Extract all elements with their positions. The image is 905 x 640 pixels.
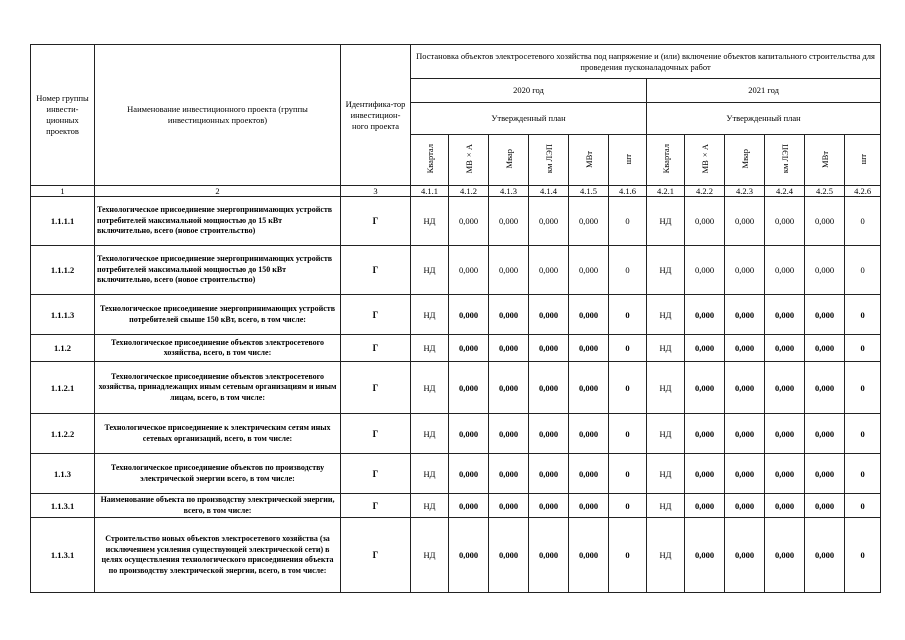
row-value: 0,000 <box>449 295 489 335</box>
row-value: 0,000 <box>569 335 609 362</box>
row-value: НД <box>411 335 449 362</box>
row-value: НД <box>411 246 449 295</box>
row-value: 0 <box>609 414 647 454</box>
header-plan-2020: Утвержденный план <box>411 103 647 135</box>
header-unit <box>411 135 449 186</box>
row-value: 0,000 <box>805 362 845 414</box>
row-value: НД <box>411 414 449 454</box>
column-number: 4.1.3 <box>489 186 529 197</box>
row-value: 0,000 <box>449 454 489 494</box>
row-value: 0,000 <box>685 518 725 593</box>
row-code: 1.1.2.2 <box>31 414 95 454</box>
row-value: 0,000 <box>685 295 725 335</box>
table-row <box>31 494 881 518</box>
row-value: НД <box>411 494 449 518</box>
row-value: 0,000 <box>685 197 725 246</box>
row-value: 0,000 <box>489 246 529 295</box>
row-identifier: Г <box>341 295 411 335</box>
row-name: Строительство новых объектов электросетевого хозяйства (за исключением усиления существующей электрической сети) в целях осуществления технологического присоединения объекта по производству электрической энергии, всего, в том числе: <box>95 518 341 593</box>
row-name: Технологическое присоединение объектов по производству электрической энергии всего, в том числе: <box>95 454 341 494</box>
row-value: НД <box>647 518 685 593</box>
row-value: 0,000 <box>449 246 489 295</box>
table-row <box>31 362 881 414</box>
row-value: 0 <box>845 335 881 362</box>
row-value: НД <box>647 335 685 362</box>
row-value: 0 <box>609 335 647 362</box>
row-identifier: Г <box>341 362 411 414</box>
table-row <box>31 454 881 494</box>
column-number: 2 <box>95 186 341 197</box>
row-value: 0,000 <box>805 518 845 593</box>
column-number: 4.1.4 <box>529 186 569 197</box>
row-name: Технологическое присоединение энергопринимающих устройств потребителей максимальной мощностью до 15 кВт включительно, всего (новое строительство) <box>95 197 341 246</box>
header-year-2020: 2020 год <box>411 79 647 103</box>
table-row <box>31 246 881 295</box>
row-value: 0,000 <box>529 362 569 414</box>
column-number: 4.2.3 <box>725 186 765 197</box>
unit-label: МВ×А <box>699 144 710 174</box>
header-unit <box>805 135 845 186</box>
row-value: 0,000 <box>765 494 805 518</box>
header-unit <box>725 135 765 186</box>
row-value: НД <box>411 518 449 593</box>
row-value: 0,000 <box>685 494 725 518</box>
row-value: 0,000 <box>569 454 609 494</box>
column-number: 4.1.6 <box>609 186 647 197</box>
header-unit <box>685 135 725 186</box>
row-identifier: Г <box>341 518 411 593</box>
row-value: 0,000 <box>685 335 725 362</box>
row-value: 0 <box>609 197 647 246</box>
row-value: 0 <box>845 454 881 494</box>
row-value: 0 <box>609 362 647 414</box>
header-unit <box>609 135 647 186</box>
row-value: 0,000 <box>569 414 609 454</box>
row-value: 0,000 <box>489 197 529 246</box>
row-value: 0,000 <box>805 494 845 518</box>
row-value: 0,000 <box>449 362 489 414</box>
row-code: 1.1.3.1 <box>31 518 95 593</box>
row-value: 0,000 <box>489 454 529 494</box>
header-unit <box>489 135 529 186</box>
row-value: 0,000 <box>725 197 765 246</box>
row-value: 0,000 <box>489 295 529 335</box>
row-name: Технологическое присоединение объектов электросетевого хозяйства, принадлежащих иным сетевым организациям и иным лицам, всего, в том числе: <box>95 362 341 414</box>
header-project-id: Идентифика-тор инвестицион-ного проекта <box>341 45 411 186</box>
row-name: Технологическое присоединение объектов электросетевого хозяйства, всего, в том числе: <box>95 335 341 362</box>
column-number: 4.1.2 <box>449 186 489 197</box>
row-value: 0,000 <box>725 246 765 295</box>
row-name: Наименование объекта по производству электрической энергии, всего, в том числе: <box>95 494 341 518</box>
row-value: 0,000 <box>449 518 489 593</box>
unit-label: км ЛЭП <box>543 144 554 174</box>
row-value: НД <box>647 246 685 295</box>
row-value: 0,000 <box>529 414 569 454</box>
row-value: 0,000 <box>765 335 805 362</box>
unit-label: км ЛЭП <box>779 144 790 174</box>
row-value: 0,000 <box>529 197 569 246</box>
row-value: НД <box>647 197 685 246</box>
header-commissioning: Постановка объектов электросетевого хозяйства под напряжение и (или) включение объектов капитального строительства для проведения пусконаладочных работ <box>411 45 881 79</box>
row-value: 0,000 <box>685 246 725 295</box>
header-plan-2021: Утвержденный план <box>647 103 881 135</box>
row-value: 0,000 <box>569 362 609 414</box>
table-row <box>31 197 881 246</box>
column-number: 4.1.5 <box>569 186 609 197</box>
row-value: 0,000 <box>449 335 489 362</box>
row-name: Технологическое присоединение к электрическим сетям иных сетевых организаций, всего, в том числе: <box>95 414 341 454</box>
header-unit <box>529 135 569 186</box>
row-identifier: Г <box>341 454 411 494</box>
row-value: 0,000 <box>489 362 529 414</box>
row-value: 0,000 <box>529 295 569 335</box>
row-value: 0,000 <box>805 335 845 362</box>
row-identifier: Г <box>341 197 411 246</box>
row-value: НД <box>647 414 685 454</box>
unit-label: Мвар <box>503 149 514 169</box>
row-value: 0 <box>845 295 881 335</box>
header-unit <box>647 135 685 186</box>
table-row <box>31 518 881 593</box>
column-number: 4.2.1 <box>647 186 685 197</box>
column-number: 4.2.2 <box>685 186 725 197</box>
table-row <box>31 335 881 362</box>
row-value: 0 <box>845 246 881 295</box>
row-value: НД <box>647 494 685 518</box>
row-value: 0,000 <box>529 335 569 362</box>
row-value: НД <box>411 362 449 414</box>
column-number: 3 <box>341 186 411 197</box>
row-value: 0 <box>609 454 647 494</box>
row-value: НД <box>647 295 685 335</box>
row-value: 0,000 <box>489 414 529 454</box>
row-value: 0 <box>609 295 647 335</box>
row-identifier: Г <box>341 414 411 454</box>
row-value: 0,000 <box>489 518 529 593</box>
row-value: НД <box>411 454 449 494</box>
header-unit <box>765 135 805 186</box>
row-value: 0,000 <box>529 518 569 593</box>
row-value: 0,000 <box>569 295 609 335</box>
column-number: 4.2.4 <box>765 186 805 197</box>
column-number: 1 <box>31 186 95 197</box>
row-code: 1.1.2 <box>31 335 95 362</box>
row-value: 0,000 <box>725 454 765 494</box>
table-row <box>31 414 881 454</box>
row-value: 0,000 <box>765 518 805 593</box>
row-value: НД <box>647 454 685 494</box>
row-value: 0,000 <box>685 362 725 414</box>
row-identifier: Г <box>341 335 411 362</box>
column-number: 4.2.5 <box>805 186 845 197</box>
row-code: 1.1.1.3 <box>31 295 95 335</box>
row-name: Технологическое присоединение энергопринимающих устройств потребителей свыше 150 кВт, всего, в том числе: <box>95 295 341 335</box>
row-value: 0,000 <box>805 295 845 335</box>
row-value: 0,000 <box>805 414 845 454</box>
column-number: 4.2.6 <box>845 186 881 197</box>
row-value: 0,000 <box>449 494 489 518</box>
row-value: 0,000 <box>685 414 725 454</box>
row-value: 0,000 <box>569 518 609 593</box>
unit-label: МВт <box>819 150 830 168</box>
unit-label: шт <box>622 153 633 165</box>
row-value: 0,000 <box>489 335 529 362</box>
row-value: 0,000 <box>725 295 765 335</box>
row-value: 0,000 <box>489 494 529 518</box>
row-value: 0 <box>609 518 647 593</box>
header-unit <box>845 135 881 186</box>
row-code: 1.1.1.2 <box>31 246 95 295</box>
row-value: 0,000 <box>725 494 765 518</box>
row-value: 0 <box>609 494 647 518</box>
unit-label: Квартал <box>424 144 435 174</box>
row-value: 0,000 <box>569 494 609 518</box>
row-value: 0,000 <box>805 454 845 494</box>
row-code: 1.1.2.1 <box>31 362 95 414</box>
investment-projects-table <box>30 44 881 593</box>
header-year-2021: 2021 год <box>647 79 881 103</box>
row-identifier: Г <box>341 246 411 295</box>
row-value: 0 <box>845 494 881 518</box>
row-value: 0 <box>609 246 647 295</box>
row-value: 0,000 <box>725 518 765 593</box>
row-code: 1.1.3.1 <box>31 494 95 518</box>
unit-label: Квартал <box>660 144 671 174</box>
header-unit <box>449 135 489 186</box>
row-value: 0,000 <box>765 454 805 494</box>
unit-label: МВ×А <box>463 144 474 174</box>
row-value: 0 <box>845 518 881 593</box>
row-value: 0,000 <box>449 197 489 246</box>
unit-label: МВт <box>583 150 594 168</box>
row-value: 0,000 <box>765 197 805 246</box>
unit-label: шт <box>857 153 868 165</box>
row-value: НД <box>411 197 449 246</box>
row-value: 0,000 <box>765 246 805 295</box>
row-value: 0,000 <box>765 362 805 414</box>
header-unit <box>569 135 609 186</box>
row-value: 0,000 <box>529 246 569 295</box>
header-group-number: Номер группы инвести-ционных проектов <box>31 45 95 186</box>
row-value: 0,000 <box>685 454 725 494</box>
row-code: 1.1.3 <box>31 454 95 494</box>
row-value: 0,000 <box>765 414 805 454</box>
row-value: 0,000 <box>529 494 569 518</box>
row-value: 0,000 <box>765 295 805 335</box>
row-code: 1.1.1.1 <box>31 197 95 246</box>
row-value: 0,000 <box>725 335 765 362</box>
row-value: 0,000 <box>725 414 765 454</box>
table-row <box>31 295 881 335</box>
row-value: 0 <box>845 362 881 414</box>
row-name: Технологическое присоединение энергопринимающих устройств потребителей максимальной мощностью до 150 кВт включительно, всего (новое строительство) <box>95 246 341 295</box>
row-value: 0,000 <box>569 246 609 295</box>
column-number: 4.1.1 <box>411 186 449 197</box>
header-project-name: Наименование инвестиционного проекта (группы инвестиционных проектов) <box>95 45 341 186</box>
row-value: 0,000 <box>805 246 845 295</box>
row-value: 0,000 <box>529 454 569 494</box>
unit-label: Мвар <box>739 149 750 169</box>
row-value: 0,000 <box>805 197 845 246</box>
row-value: 0 <box>845 197 881 246</box>
row-identifier: Г <box>341 494 411 518</box>
row-value: НД <box>647 362 685 414</box>
row-value: 0,000 <box>725 362 765 414</box>
row-value: НД <box>411 295 449 335</box>
row-value: 0,000 <box>569 197 609 246</box>
row-value: 0,000 <box>449 414 489 454</box>
row-value: 0 <box>845 414 881 454</box>
